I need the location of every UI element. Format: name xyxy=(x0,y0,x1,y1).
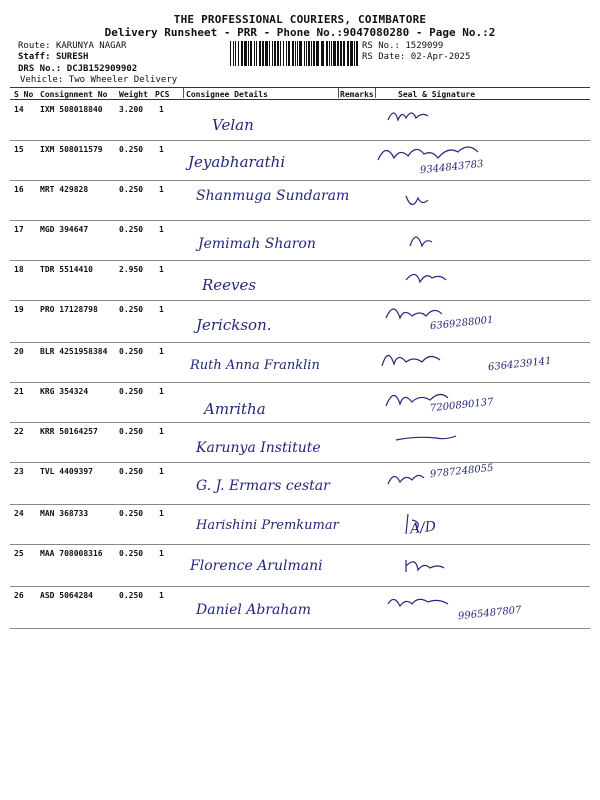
route-label: Route: xyxy=(18,41,51,51)
row-signature-scribble xyxy=(402,192,512,218)
row-weight: 0.250 xyxy=(119,347,144,356)
vehicle-line xyxy=(20,75,177,86)
row-consignee-handwritten: Amritha xyxy=(204,400,266,418)
col-header-consignment: Consignment No xyxy=(40,90,108,99)
row-weight: 0.250 xyxy=(119,467,144,476)
row-signature-scribble xyxy=(388,108,498,134)
runsheet-subtitle: Delivery Runsheet - PRR - Phone No.:9047080280 - Page No.:2 xyxy=(104,26,496,39)
col-divider xyxy=(375,88,376,98)
row-weight: 3.200 xyxy=(119,105,144,114)
row-consignee-handwritten: Reeves xyxy=(202,276,257,294)
rs-no-line xyxy=(362,41,443,52)
row-signature-phone: 9787248055 xyxy=(429,462,495,481)
row-signature-phone: A/D xyxy=(409,518,437,538)
rs-no-value: 1529099 xyxy=(405,41,444,51)
row-weight: 0.250 xyxy=(119,549,144,558)
row-sno: 22 xyxy=(14,427,24,436)
staff-label: Staff: xyxy=(18,52,51,62)
row-signature-phone: 6369288001 xyxy=(429,314,495,333)
vehicle-value: Two Wheeler Delivery xyxy=(68,75,178,85)
row-divider xyxy=(10,140,590,141)
row-consignment-no: MGD 394647 xyxy=(40,225,89,234)
row-sno: 23 xyxy=(14,467,24,476)
row-consignee-handwritten: Shanmuga Sundaram xyxy=(196,188,350,204)
row-consignee-handwritten: Karunya Institute xyxy=(196,440,321,456)
row-consignee-handwritten: G. J. Ermars cestar xyxy=(196,478,330,494)
row-pcs: 1 xyxy=(159,467,164,476)
row-weight: 0.250 xyxy=(119,427,144,436)
row-consignee-handwritten: Jemimah Sharon xyxy=(198,236,316,252)
row-weight: 0.250 xyxy=(119,509,144,518)
row-pcs: 1 xyxy=(159,347,164,356)
row-consignment-no: TDR 5514410 xyxy=(40,265,93,274)
row-pcs: 1 xyxy=(159,591,164,600)
row-weight: 0.250 xyxy=(119,591,144,600)
col-header-consignee: Consignee Details xyxy=(186,90,268,99)
row-divider xyxy=(10,462,590,463)
row-divider xyxy=(10,300,590,301)
row-sno: 25 xyxy=(14,549,24,558)
row-sno: 16 xyxy=(14,185,24,194)
row-consignment-no: MAA 708008316 xyxy=(40,549,103,558)
row-pcs: 1 xyxy=(159,509,164,518)
col-divider xyxy=(338,88,339,98)
row-consignment-no: MAN 368733 xyxy=(40,509,89,518)
col-header-pcs: PCS xyxy=(155,90,170,99)
row-sno: 21 xyxy=(14,387,24,396)
row-consignee-handwritten: Velan xyxy=(212,116,254,134)
row-sno: 20 xyxy=(14,347,24,356)
row-consignment-no: IXM 508011579 xyxy=(40,145,103,154)
drs-value: DCJB152909902 xyxy=(66,64,138,74)
row-consignment-no: KRG 354324 xyxy=(40,387,89,396)
row-consignment-no: BLR 4251958384 xyxy=(40,347,108,356)
barcode-image xyxy=(230,41,358,66)
row-consignee-handwritten: Ruth Anna Franklin xyxy=(190,358,320,373)
row-consignee-handwritten: Jeyabharathi xyxy=(188,153,286,171)
row-signature-scribble xyxy=(406,268,516,294)
row-signature-scribble xyxy=(402,512,512,538)
row-pcs: 1 xyxy=(159,225,164,234)
row-signature-scribble xyxy=(404,556,514,582)
route-line xyxy=(18,41,126,52)
row-pcs: 1 xyxy=(159,305,164,314)
col-header-remarks: Remarks xyxy=(340,90,374,99)
row-signature-scribble xyxy=(378,146,488,172)
row-divider xyxy=(10,544,590,545)
drs-label: DRS No.: xyxy=(18,64,62,74)
col-header-weight: Weight xyxy=(119,90,148,99)
row-weight: 0.250 xyxy=(119,225,144,234)
row-pcs: 1 xyxy=(159,185,164,194)
row-signature-scribble xyxy=(382,352,492,378)
row-divider xyxy=(10,180,590,181)
row-divider xyxy=(10,342,590,343)
row-divider xyxy=(10,220,590,221)
col-divider xyxy=(183,88,184,98)
rs-no-label: RS No.: xyxy=(362,41,400,51)
row-sno: 26 xyxy=(14,591,24,600)
row-weight: 2.950 xyxy=(119,265,144,274)
row-sno: 18 xyxy=(14,265,24,274)
row-sno: 14 xyxy=(14,105,24,114)
row-consignment-no: MRT 429828 xyxy=(40,185,89,194)
row-consignee-handwritten: Daniel Abraham xyxy=(196,602,312,618)
route-value: KARUNYA NAGAR xyxy=(55,41,127,51)
rs-date-value: 02-Apr-2025 xyxy=(410,52,471,62)
row-signature-phone: 9344843783 xyxy=(419,158,485,177)
row-signature-scribble xyxy=(406,232,516,258)
row-pcs: 1 xyxy=(159,145,164,154)
row-weight: 0.250 xyxy=(119,305,144,314)
row-consignment-no: IXM 508018840 xyxy=(40,105,103,114)
row-pcs: 1 xyxy=(159,427,164,436)
col-header-sno: S No xyxy=(14,90,34,99)
row-divider xyxy=(10,628,590,629)
row-divider xyxy=(10,586,590,587)
row-signature-scribble xyxy=(388,596,498,622)
row-divider xyxy=(10,504,590,505)
row-consignment-no: ASD 5064284 xyxy=(40,591,93,600)
row-weight: 0.250 xyxy=(119,185,144,194)
row-signature-scribble xyxy=(386,306,496,332)
row-sno: 24 xyxy=(14,509,24,518)
table-top-rule xyxy=(10,87,590,88)
table-header-rule xyxy=(10,99,590,100)
row-signature-phone: 9965487807 xyxy=(457,604,523,623)
row-signature-phone: 7200890137 xyxy=(429,396,495,415)
col-header-signature: Seal & Signature xyxy=(398,90,476,99)
row-weight: 0.250 xyxy=(119,145,144,154)
row-consignment-no: PRO 17128798 xyxy=(40,305,98,314)
row-divider xyxy=(10,422,590,423)
staff-value: SURESH xyxy=(55,52,89,62)
row-signature-scribble xyxy=(396,432,506,458)
row-pcs: 1 xyxy=(159,265,164,274)
row-signature-phone: 6364239141 xyxy=(487,355,553,374)
row-divider xyxy=(10,382,590,383)
vehicle-label: Vehicle: xyxy=(20,75,64,85)
row-pcs: 1 xyxy=(159,105,164,114)
row-signature-scribble xyxy=(388,472,498,498)
row-consignee-handwritten: Harishini Premkumar xyxy=(196,518,339,533)
row-consignment-no: KRR 50164257 xyxy=(40,427,98,436)
row-sno: 19 xyxy=(14,305,24,314)
row-divider xyxy=(10,260,590,261)
row-consignee-handwritten: Jerickson. xyxy=(196,316,272,334)
row-pcs: 1 xyxy=(159,387,164,396)
row-signature-scribble xyxy=(386,390,496,416)
row-weight: 0.250 xyxy=(119,387,144,396)
row-consignment-no: TVL 4409397 xyxy=(40,467,93,476)
row-sno: 15 xyxy=(14,145,24,154)
runsheet-title: THE PROFESSIONAL COURIERS, COIMBATORE xyxy=(173,13,427,26)
row-pcs: 1 xyxy=(159,549,164,558)
staff-line xyxy=(18,52,88,63)
drs-line xyxy=(18,64,137,75)
rs-date-label: RS Date: xyxy=(362,52,406,62)
rs-date-line xyxy=(362,52,470,63)
row-consignee-handwritten: Florence Arulmani xyxy=(190,558,323,574)
row-sno: 17 xyxy=(14,225,24,234)
